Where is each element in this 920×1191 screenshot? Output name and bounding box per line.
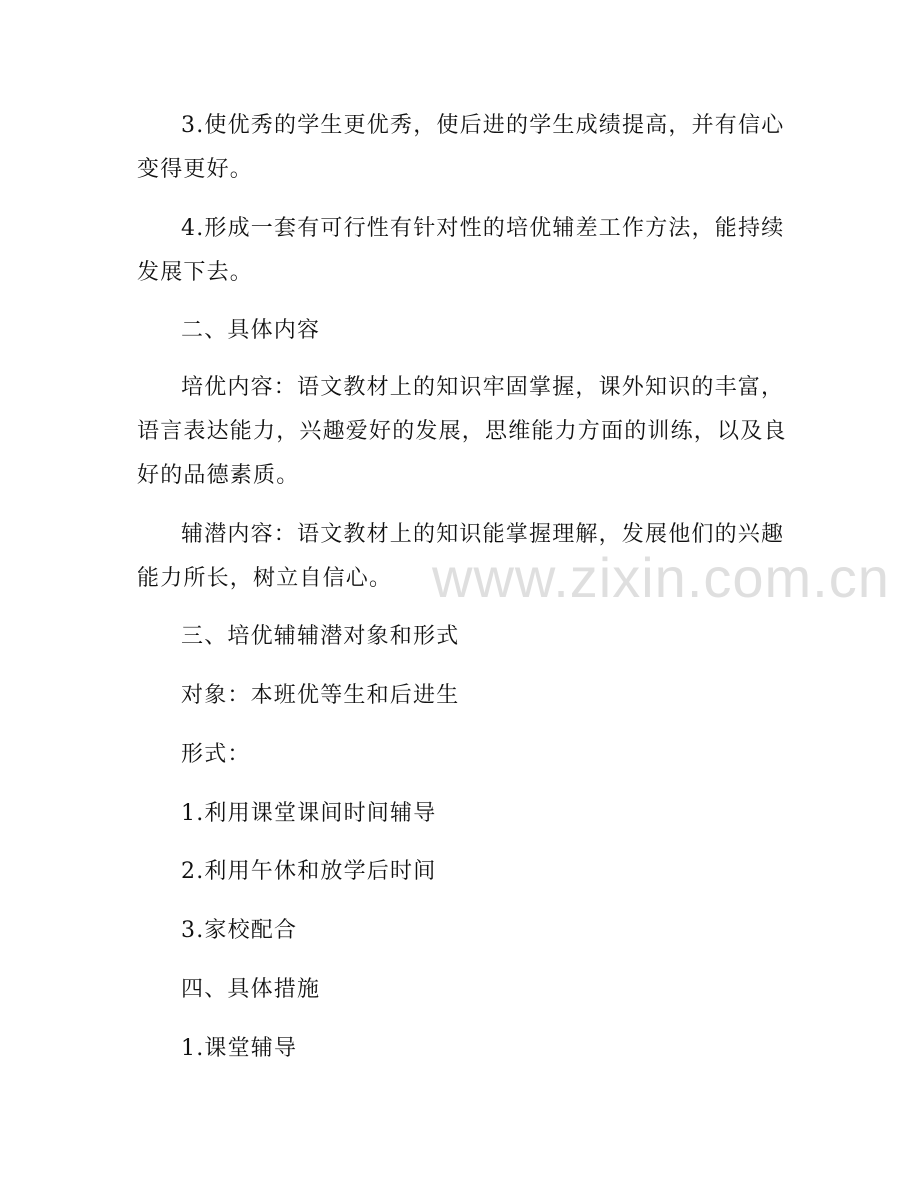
text-line: 1.利用课堂课间时间辅导	[181, 801, 437, 826]
watermark-text: www.zixin.com.cn	[432, 546, 890, 609]
paragraph-goal-4	[137, 207, 787, 295]
paragraph-goal-3	[137, 104, 787, 192]
section-heading-4	[137, 968, 787, 1012]
text-line: 3.使优秀的学生更优秀，使后进的学生成绩提高，并有信心	[181, 113, 785, 138]
text-line: 形式：	[181, 742, 251, 767]
text-line: 培优内容：语文教材上的知识牢固掌握，课外知识的丰富，	[181, 375, 785, 400]
text-line: 3.家校配合	[181, 918, 298, 943]
text-line: 1.课堂辅导	[181, 1036, 298, 1061]
text-line: 4.形成一套有可行性有针对性的培优辅差工作方法，能持续	[181, 216, 785, 241]
paragraph-targets	[137, 674, 787, 718]
paragraph-forms-label	[137, 733, 787, 777]
section-heading-3	[137, 615, 787, 659]
section-heading-2	[137, 309, 787, 353]
list-item-form-1	[137, 792, 787, 836]
text-line: 语言表达能力，兴趣爱好的发展，思维能力方面的训练，以及良	[137, 419, 787, 444]
text-line: 能力所长，树立自信心。	[137, 566, 393, 591]
list-item-form-3	[137, 909, 787, 953]
heading-text: 四、具体措施	[181, 977, 321, 1002]
heading-text: 二、具体内容	[181, 318, 321, 343]
text-line: 好的品德素质。	[137, 463, 300, 488]
text-line: 2.利用午休和放学后时间	[181, 859, 437, 884]
heading-text: 三、培优辅辅潜对象和形式	[181, 624, 460, 649]
paragraph-enrichment-content	[137, 366, 787, 498]
list-item-measure-1	[137, 1027, 787, 1071]
text-line: 发展下去。	[137, 260, 254, 285]
paragraph-remedial-content	[137, 513, 787, 601]
text-line: 对象：本班优等生和后进生	[181, 683, 460, 708]
list-item-form-2	[137, 850, 787, 894]
text-line: 辅潜内容：语文教材上的知识能掌握理解，发展他们的兴趣	[181, 522, 785, 547]
text-line: 变得更好。	[137, 157, 254, 182]
